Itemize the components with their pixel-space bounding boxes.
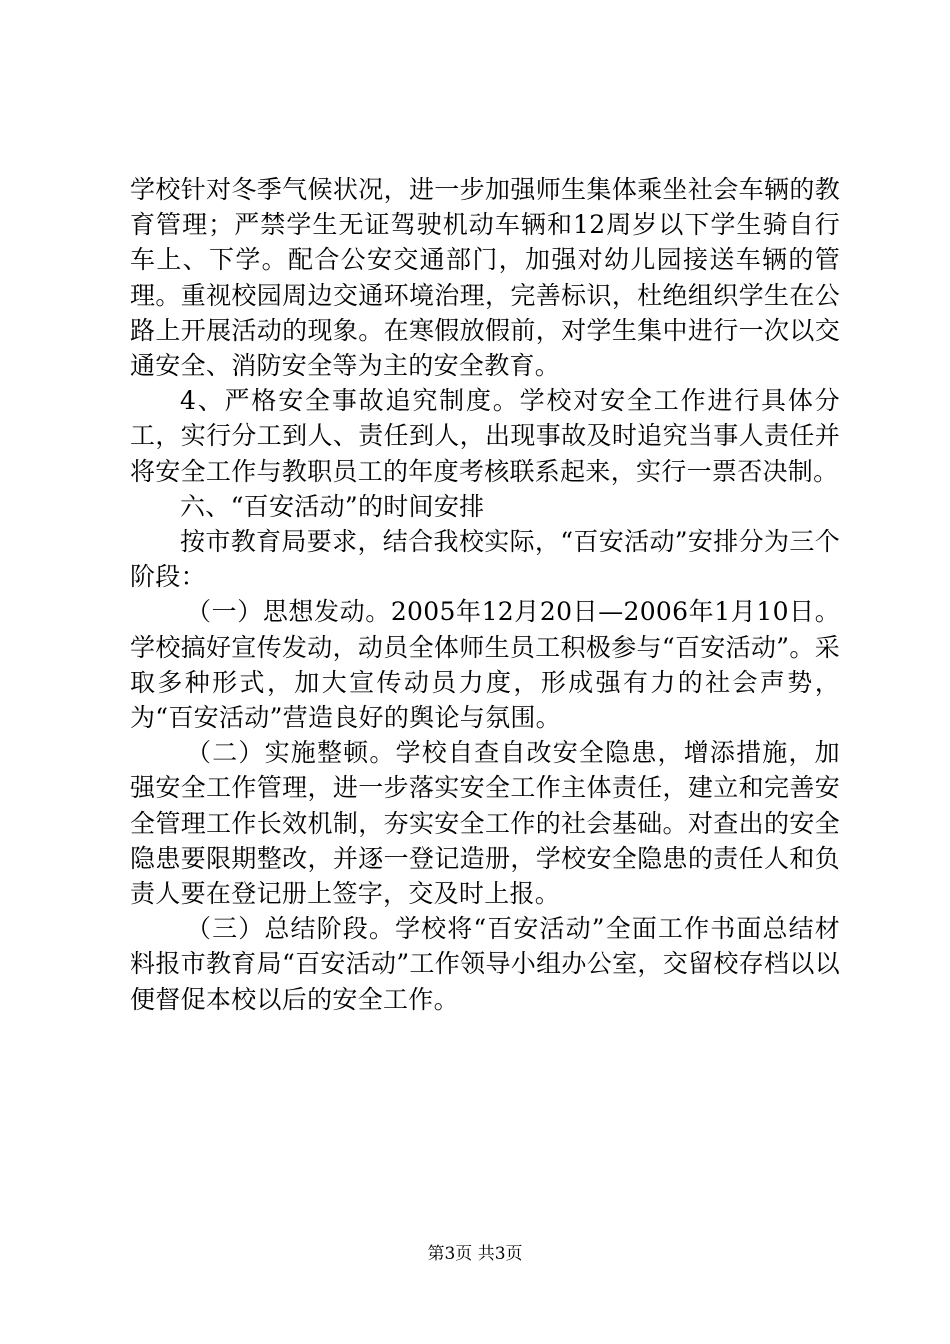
paragraph-traffic-safety: 学校针对冬季气候状况，进一步加强师生集体乘坐社会车辆的教育管理；严禁学生无证驾驶机动车辆和12周岁以下学生骑自行车上、下学。配合公安交通部门，加强对幼儿园接送车辆的管理。重视校园周边交通环境治理，完善标识，杜绝组织学生在公路上开展活动的现象。在寒假放假前，对学生集中进行一次以交通安全、消防安全等为主的安全教育。 — [130, 175, 840, 381]
paragraph-three-stages: 按市教育局要求，结合我校实际，“百安活动”安排分为三个阶段： — [130, 527, 840, 592]
paragraph-stage-mobilization: （一）思想发动。2005年12月20日—2006年1月10日。学校搞好宣传发动，动员全体师生员工积极参与“百安活动”。采取多种形式，加大宣传动员力度，形成强有力的社会声势，为“百安活动”营造良好的舆论与氛围。 — [130, 597, 840, 733]
paragraph-accident-accountability: 4、严格安全事故追究制度。学校对安全工作进行具体分工，实行分工到人、责任到人，出现事故及时追究当事人责任并将安全工作与教职员工的年度考核联系起来，实行一票否决制。 — [130, 386, 840, 486]
page-number: 第3页 共3页 — [427, 1244, 523, 1264]
paragraph-stage-rectification: （二）实施整顿。学校自查自改安全隐患，增添措施，加强安全工作管理，进一步落实安全工作主体责任，建立和完善安全管理工作长效机制，夯实安全工作的社会基础。对查出的安全隐患要限期整改，并逐一登记造册，学校安全隐患的责任人和负责人要在登记册上签字，交及时上报。 — [130, 738, 840, 909]
paragraph-stage-summary: （三）总结阶段。学校将“百安活动”全面工作书面总结材料报市教育局“百安活动”工作领导小组办公室，交留校存档以以便督促本校以后的安全工作。 — [130, 914, 840, 1014]
page-footer — [0, 1243, 950, 1265]
document-body — [130, 172, 840, 1017]
section-heading-schedule: 六、“百安活动”的时间安排 — [180, 491, 485, 521]
